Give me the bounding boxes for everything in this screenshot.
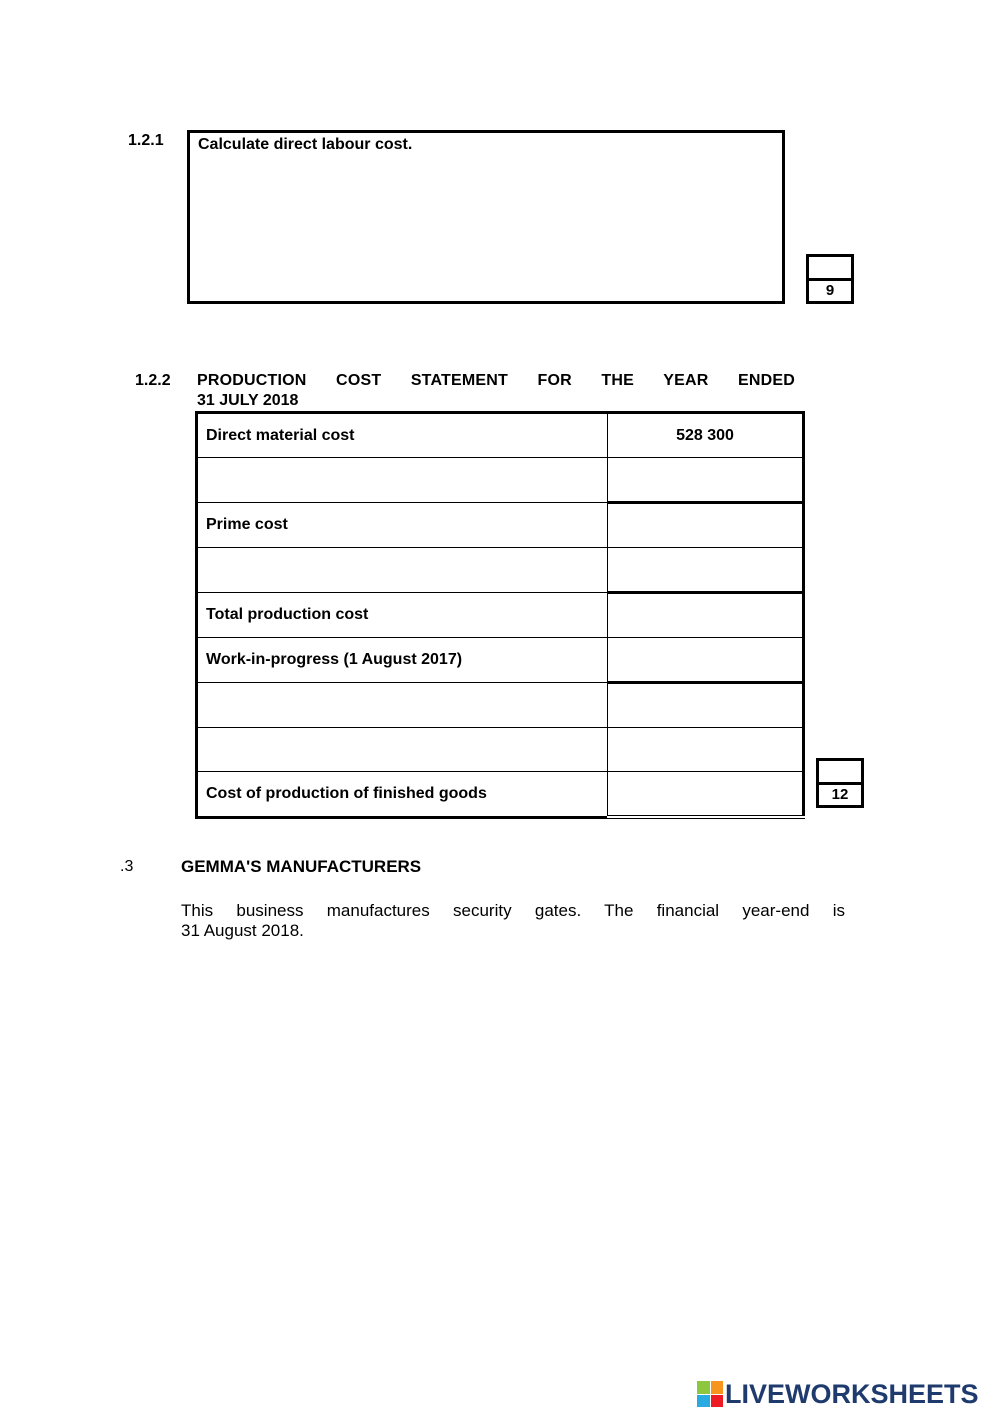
row-label: Cost of production of finished goods (197, 772, 608, 818)
row-amount-input[interactable] (608, 593, 804, 638)
question-number-1-2-1: 1.2.1 (128, 132, 164, 149)
table-row (197, 548, 804, 593)
marks-box-1-2-2 (816, 758, 864, 808)
row-amount-input[interactable] (608, 548, 804, 593)
marks-earned-field[interactable] (819, 761, 861, 785)
table-row (197, 638, 804, 683)
marks-total: 9 (825, 282, 835, 299)
liveworksheets-logo (697, 1376, 979, 1412)
production-cost-statement-table (195, 411, 805, 819)
direct-labour-instruction: Calculate direct labour cost. (198, 136, 413, 153)
table-row (197, 503, 804, 548)
section-title: GEMMA'S MANUFACTURERS (181, 857, 422, 876)
row-label-input[interactable] (197, 548, 608, 593)
logo-square (697, 1381, 710, 1394)
logo-square (711, 1381, 724, 1394)
table-row (197, 728, 804, 772)
table-row (197, 413, 804, 458)
row-amount-input[interactable] (608, 503, 804, 548)
logo-square (711, 1395, 724, 1408)
statement-title: PRODUCTION COST STATEMENT FOR THE YEAR ENDED (197, 372, 795, 389)
row-amount-input[interactable] (608, 683, 804, 728)
row-amount-input[interactable] (608, 772, 804, 818)
logo-icon (697, 1381, 723, 1407)
table-row (197, 458, 804, 503)
marks-box-1-2-1 (806, 254, 854, 304)
row-amount-input[interactable] (608, 728, 804, 772)
section-number: .3 (120, 858, 134, 875)
row-amount-input[interactable] (608, 638, 804, 683)
question-number-1-2-2: 1.2.2 (135, 372, 171, 389)
row-label: Direct material cost (197, 413, 608, 458)
logo-square (697, 1395, 710, 1408)
row-label: Total production cost (197, 593, 608, 638)
logo-text: LIVEWORKSHEETS (725, 1378, 979, 1409)
marks-total: 12 (831, 786, 849, 803)
row-label: Work-in-progress (1 August 2017) (197, 638, 608, 683)
marks-earned-field[interactable] (809, 257, 851, 281)
row-label-input[interactable] (197, 458, 608, 503)
row-label-input[interactable] (197, 728, 608, 772)
section-text: This business manufactures security gates. The financial year-end is (181, 901, 845, 920)
row-amount-input[interactable] (608, 458, 804, 503)
table-row (197, 593, 804, 638)
row-label: Prime cost (197, 503, 608, 548)
direct-labour-answer-box[interactable] (187, 130, 785, 304)
statement-date: 31 JULY 2018 (197, 392, 299, 409)
section-text-line-2: 31 August 2018. (181, 921, 304, 940)
table-row (197, 772, 804, 818)
section-text-line-1 (181, 901, 845, 921)
table-row (197, 683, 804, 728)
row-amount: 528 300 (608, 413, 804, 458)
row-label-input[interactable] (197, 683, 608, 728)
